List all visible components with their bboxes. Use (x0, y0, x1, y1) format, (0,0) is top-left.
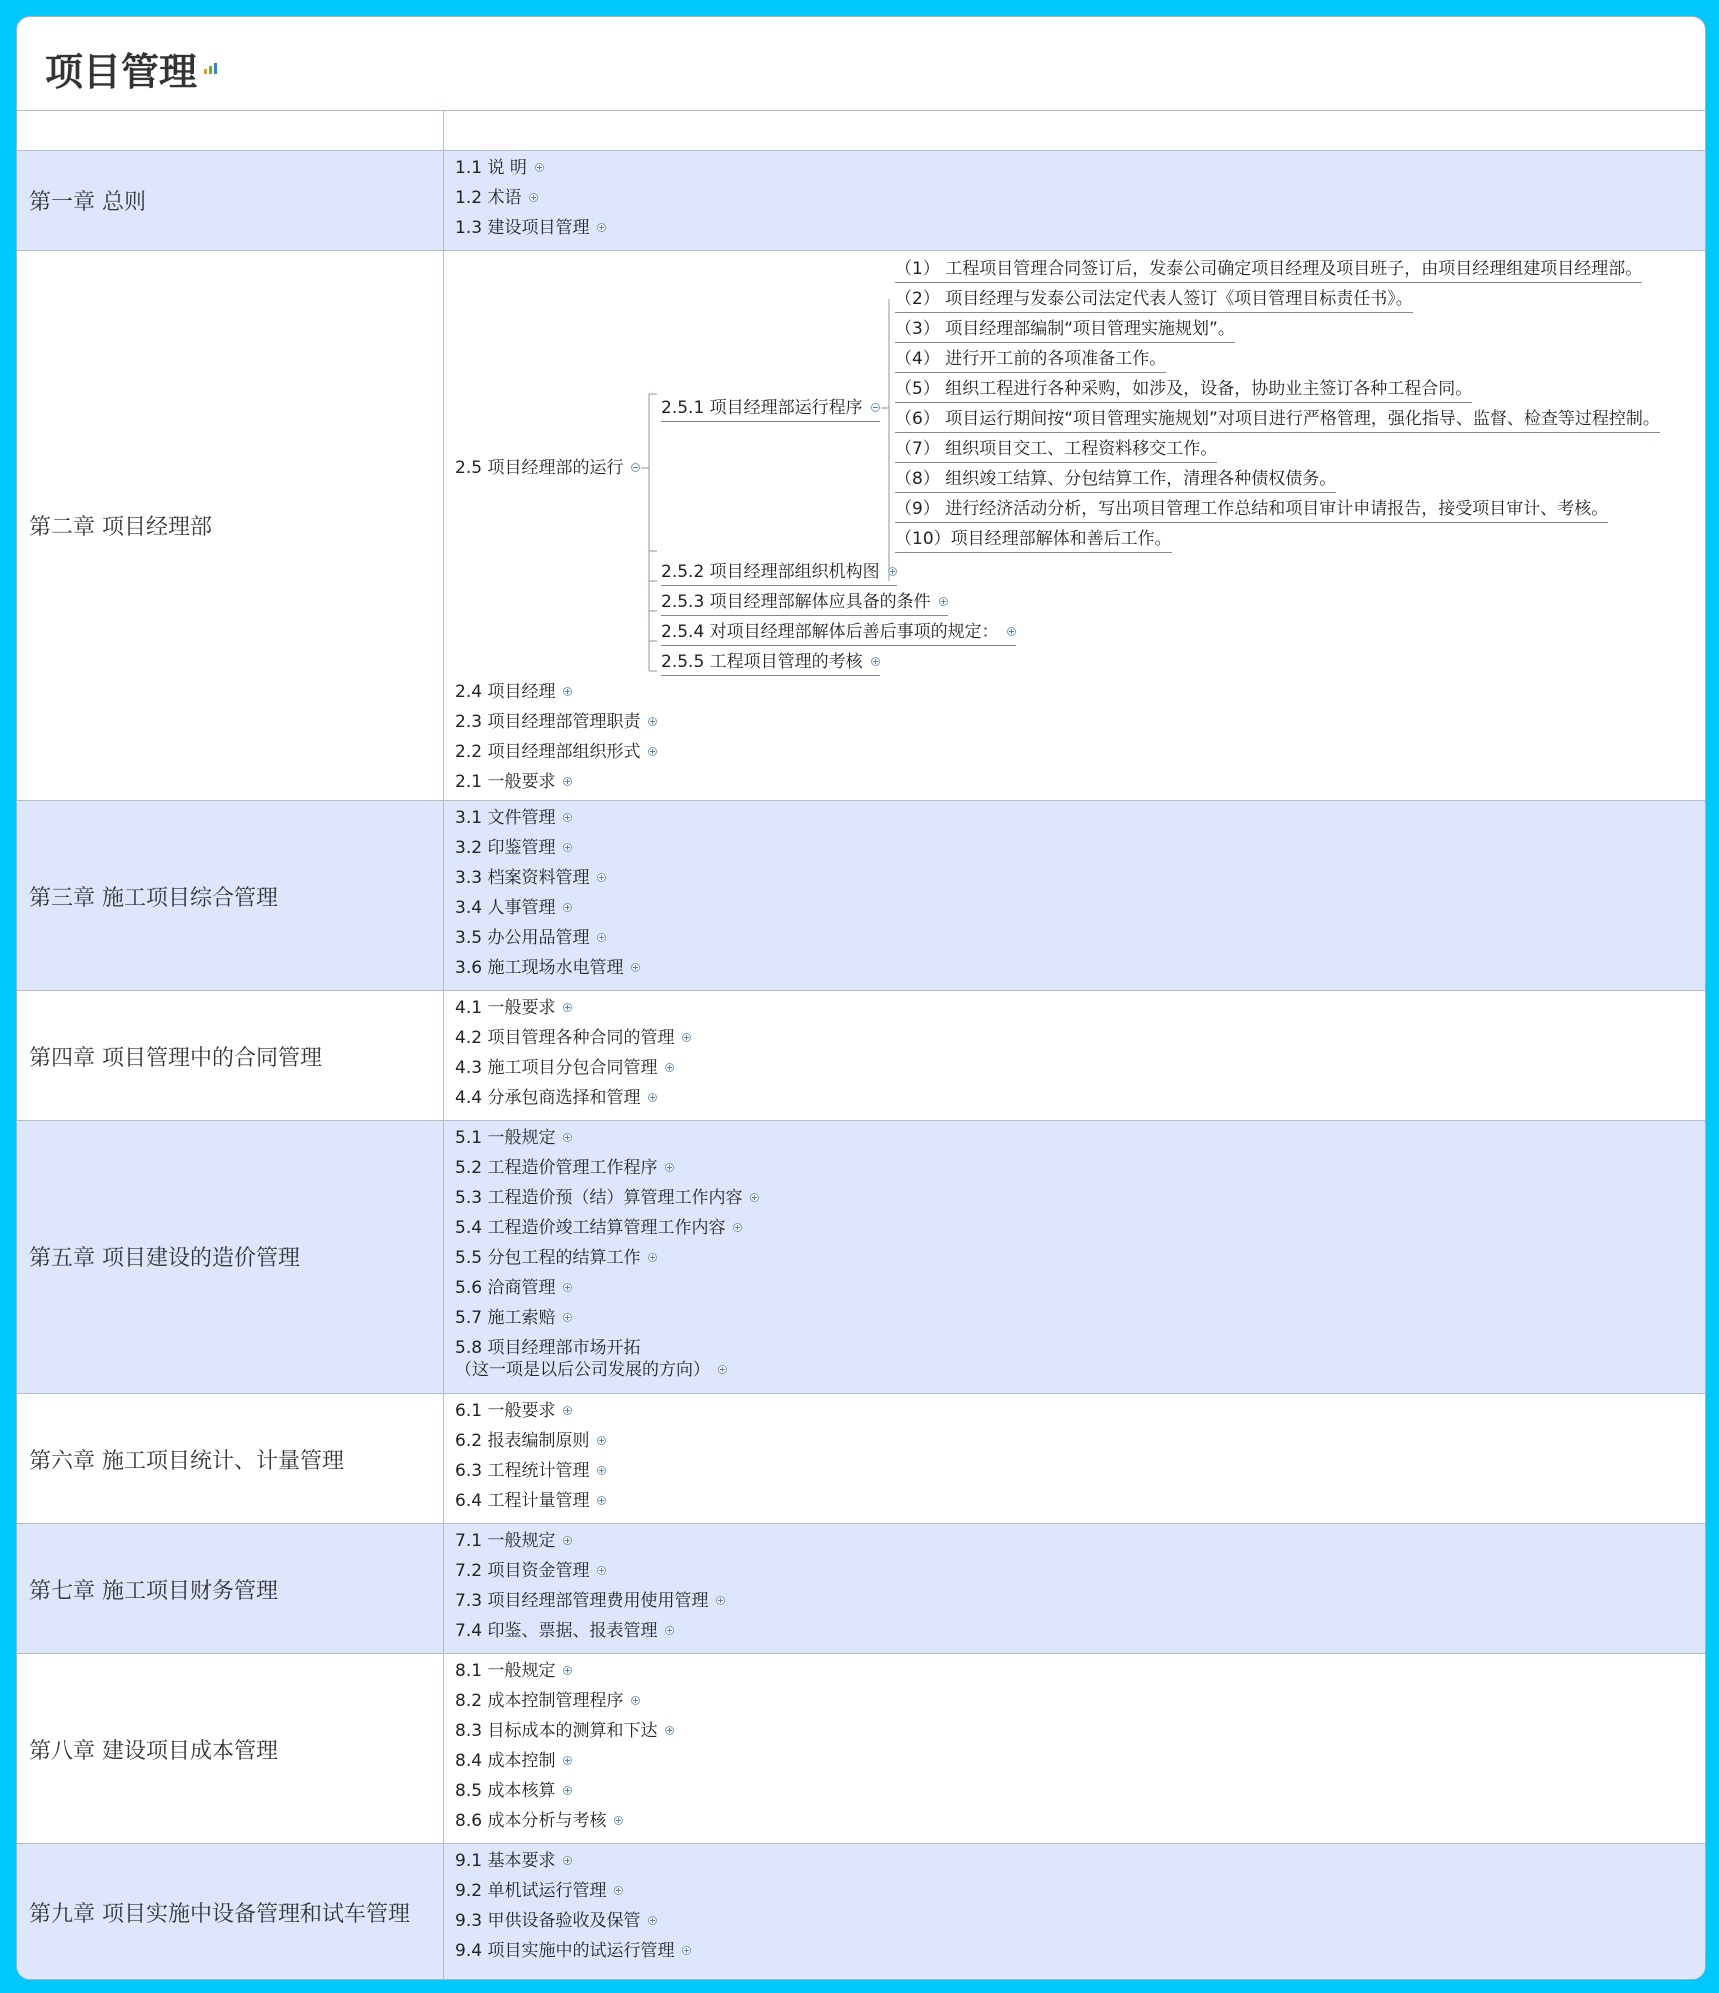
collapse-icon[interactable] (871, 403, 880, 412)
expand-icon[interactable] (563, 1133, 572, 1142)
step-node[interactable]: （10）项目经理部解体和善后工作。 (895, 528, 1172, 553)
step-node[interactable]: （2） 项目经理与发泰公司法定代表人签订《项目管理目标责任书》。 (895, 288, 1413, 313)
chapter-title: 第三章 施工项目综合管理 (29, 886, 278, 911)
step-node[interactable]: （7） 组织项目交工、工程资料移交工作。 (895, 438, 1217, 463)
topic-node[interactable]: 5.6 洽商管理 (455, 1277, 572, 1299)
topic-node-2-5-3[interactable]: 2.5.3 项目经理部解体应具备的条件 (661, 591, 948, 616)
expand-icon[interactable] (648, 1093, 657, 1102)
topic-node[interactable]: 5.5 分包工程的结算工作 (455, 1247, 657, 1269)
topic-node[interactable]: 8.4 成本控制 (455, 1750, 572, 1772)
expand-icon[interactable] (614, 1886, 623, 1895)
topic-node[interactable]: 9.4 项目实施中的试运行管理 (455, 1940, 691, 1962)
topic-node[interactable]: 8.5 成本核算 (455, 1780, 572, 1802)
topic-node-2-5-4[interactable]: 2.5.4 对项目经理部解体后善后事项的规定： (661, 621, 1016, 646)
topic-line-1: 5.8 项目经理部市场开拓 (455, 1338, 641, 1358)
expand-icon[interactable] (563, 843, 572, 852)
topic-node[interactable]: 8.2 成本控制管理程序 (455, 1690, 640, 1712)
expand-icon[interactable] (597, 1566, 606, 1575)
expand-icon[interactable] (1007, 627, 1016, 636)
topic-node-multiline[interactable] (455, 1337, 727, 1381)
connector-lines (17, 251, 1705, 801)
step-node[interactable]: （9） 进行经济活动分析，写出项目管理工作总结和项目审计申请报告，接受项目审计、考核。 (895, 498, 1608, 523)
topic-node[interactable]: 3.3 档案资料管理 (455, 867, 606, 889)
expand-icon[interactable] (563, 1666, 572, 1675)
expand-icon[interactable] (682, 1033, 691, 1042)
expand-icon[interactable] (597, 873, 606, 882)
expand-icon[interactable] (631, 1696, 640, 1705)
topic-node[interactable]: 5.7 施工索赔 (455, 1307, 572, 1329)
chapter-row-8 (17, 1653, 1705, 1843)
expand-icon[interactable] (733, 1223, 742, 1232)
topic-node[interactable]: 5.1 一般规定 (455, 1127, 572, 1149)
topic-node[interactable]: 5.3 工程造价预（结）算管理工作内容 (455, 1187, 759, 1209)
expand-icon[interactable] (597, 223, 606, 232)
topic-node[interactable]: 3.1 文件管理 (455, 807, 572, 829)
expand-icon[interactable] (535, 163, 544, 172)
expand-icon[interactable] (718, 1365, 727, 1374)
expand-icon[interactable] (597, 933, 606, 942)
topic-node[interactable]: 4.1 一般要求 (455, 997, 572, 1019)
topic-node[interactable]: 2.3 项目经理部管理职责 (455, 711, 657, 733)
chapter-title: 第五章 项目建设的造价管理 (29, 1246, 300, 1271)
chapter-row-3 (17, 800, 1705, 990)
expand-icon[interactable] (871, 657, 880, 666)
expand-icon[interactable] (563, 1756, 572, 1765)
topic-node[interactable]: 2.2 项目经理部组织形式 (455, 741, 657, 763)
step-node[interactable]: （6） 项目运行期间按“项目管理实施规划”对项目进行严格管理，强化指导、监督、检查等过程控制。 (895, 408, 1660, 433)
expand-icon[interactable] (648, 717, 657, 726)
topic-node-2-5[interactable]: 2.5 项目经理部的运行 (455, 457, 640, 479)
step-node[interactable]: （5） 组织工程进行各种采购，如涉及，设备，协助业主签订各种工程合同。 (895, 378, 1472, 403)
expand-icon[interactable] (648, 1916, 657, 1925)
expand-icon[interactable] (648, 747, 657, 756)
topic-node[interactable]: 7.1 一般规定 (455, 1530, 572, 1552)
topic-node[interactable]: 2.1 一般要求 (455, 771, 572, 793)
topic-node[interactable]: 9.1 基本要求 (455, 1850, 572, 1872)
topic-node-2-5-2[interactable]: 2.5.2 项目经理部组织机构图 (661, 561, 897, 586)
topic-node[interactable]: 8.3 目标成本的测算和下达 (455, 1720, 674, 1742)
topic-node[interactable]: 4.2 项目管理各种合同的管理 (455, 1027, 691, 1049)
topic-node[interactable]: 3.2 印鉴管理 (455, 837, 572, 859)
chapter-title: 第四章 项目管理中的合同管理 (29, 1046, 322, 1071)
step-node[interactable]: （8） 组织竣工结算、分包结算工作，清理各种债权债务。 (895, 468, 1336, 493)
expand-icon[interactable] (597, 1496, 606, 1505)
step-node[interactable]: （4） 进行开工前的各项准备工作。 (895, 348, 1166, 373)
expand-icon[interactable] (665, 1163, 674, 1172)
expand-icon[interactable] (563, 777, 572, 786)
topic-node[interactable]: 7.3 项目经理部管理费用使用管理 (455, 1590, 725, 1612)
page-title: 项目管理 (45, 50, 198, 94)
chapter-row-4 (17, 990, 1705, 1120)
chapter-title: 第七章 施工项目财务管理 (29, 1579, 278, 1604)
topic-node[interactable]: 6.2 报表编制原则 (455, 1430, 606, 1452)
expand-icon[interactable] (563, 1786, 572, 1795)
chapter-title: 第二章 项目经理部 (29, 515, 212, 540)
topic-node[interactable]: 6.1 一般要求 (455, 1400, 572, 1422)
chart-icon (203, 61, 219, 75)
mind-map-sheet (16, 16, 1706, 1980)
expand-icon[interactable] (597, 1466, 606, 1475)
expand-icon[interactable] (563, 1406, 572, 1415)
chapter-row-7 (17, 1523, 1705, 1653)
expand-icon[interactable] (529, 193, 538, 202)
topic-node-2-5-1[interactable]: 2.5.1 项目经理部运行程序 (661, 397, 880, 422)
topic-node[interactable]: 8.6 成本分析与考核 (455, 1810, 623, 1832)
collapse-icon[interactable] (631, 463, 640, 472)
title-bar (17, 17, 1705, 110)
chapter-row-2 (17, 250, 1705, 800)
chapter-row-6 (17, 1393, 1705, 1523)
expand-icon[interactable] (888, 567, 897, 576)
topic-node[interactable]: 6.3 工程统计管理 (455, 1460, 606, 1482)
chapter-row-1 (17, 150, 1705, 250)
step-node[interactable]: （1） 工程项目管理合同签订后，发泰公司确定项目经理及项目班子，由项目经理组建项目经理部。 (895, 258, 1642, 283)
topic-node[interactable]: 3.4 人事管理 (455, 897, 572, 919)
topic-node[interactable]: 3.6 施工现场水电管理 (455, 957, 640, 979)
expand-icon[interactable] (631, 963, 640, 972)
topic-node-2-5-5[interactable]: 2.5.5 工程项目管理的考核 (661, 651, 880, 676)
header-spacer-row (17, 110, 1705, 150)
topic-node[interactable]: 8.1 一般规定 (455, 1660, 572, 1682)
expand-icon[interactable] (750, 1193, 759, 1202)
expand-icon[interactable] (648, 1253, 657, 1262)
expand-icon[interactable] (716, 1596, 725, 1605)
topic-node[interactable]: 1.2 术语 (455, 187, 538, 209)
expand-icon[interactable] (563, 903, 572, 912)
chapter-title: 第一章 总则 (29, 190, 146, 215)
expand-icon[interactable] (563, 1003, 572, 1012)
chapter-row-9 (17, 1843, 1705, 1979)
column-divider (443, 110, 444, 1979)
topic-line-2: （这一项是以后公司发展的方向） (455, 1359, 727, 1381)
expand-icon[interactable] (665, 1063, 674, 1072)
chapter-title: 第九章 项目实施中设备管理和试车管理 (29, 1902, 410, 1927)
topic-node[interactable]: 1.1 说 明 (455, 157, 544, 179)
topic-node[interactable]: 6.4 工程计量管理 (455, 1490, 606, 1512)
expand-icon[interactable] (939, 597, 948, 606)
chapter-row-5 (17, 1120, 1705, 1393)
expand-icon[interactable] (563, 813, 572, 822)
topic-node[interactable]: 1.3 建设项目管理 (455, 217, 606, 239)
topic-node[interactable]: 7.4 印鉴、票据、报表管理 (455, 1620, 674, 1642)
topic-node[interactable]: 7.2 项目资金管理 (455, 1560, 606, 1582)
topic-node[interactable]: 4.4 分承包商选择和管理 (455, 1087, 657, 1109)
topic-node[interactable]: 3.5 办公用品管理 (455, 927, 606, 949)
topic-node[interactable]: 4.3 施工项目分包合同管理 (455, 1057, 674, 1079)
topic-node[interactable]: 5.4 工程造价竣工结算管理工作内容 (455, 1217, 742, 1239)
expand-icon[interactable] (665, 1726, 674, 1735)
expand-icon[interactable] (665, 1626, 674, 1635)
expand-icon[interactable] (614, 1816, 623, 1825)
chapter-title: 第八章 建设项目成本管理 (29, 1739, 278, 1764)
topic-node[interactable]: 9.3 甲供设备验收及保管 (455, 1910, 657, 1932)
chapter-title: 第六章 施工项目统计、计量管理 (29, 1449, 344, 1474)
expand-icon[interactable] (563, 687, 572, 696)
topic-node[interactable]: 9.2 单机试运行管理 (455, 1880, 623, 1902)
expand-icon[interactable] (563, 1313, 572, 1322)
step-node[interactable]: （3） 项目经理部编制“项目管理实施规划”。 (895, 318, 1235, 343)
expand-icon[interactable] (563, 1856, 572, 1865)
topic-node[interactable]: 2.4 项目经理 (455, 681, 572, 703)
expand-icon[interactable] (563, 1283, 572, 1292)
topic-node[interactable]: 5.2 工程造价管理工作程序 (455, 1157, 674, 1179)
expand-icon[interactable] (682, 1946, 691, 1955)
expand-icon[interactable] (563, 1536, 572, 1545)
expand-icon[interactable] (597, 1436, 606, 1445)
